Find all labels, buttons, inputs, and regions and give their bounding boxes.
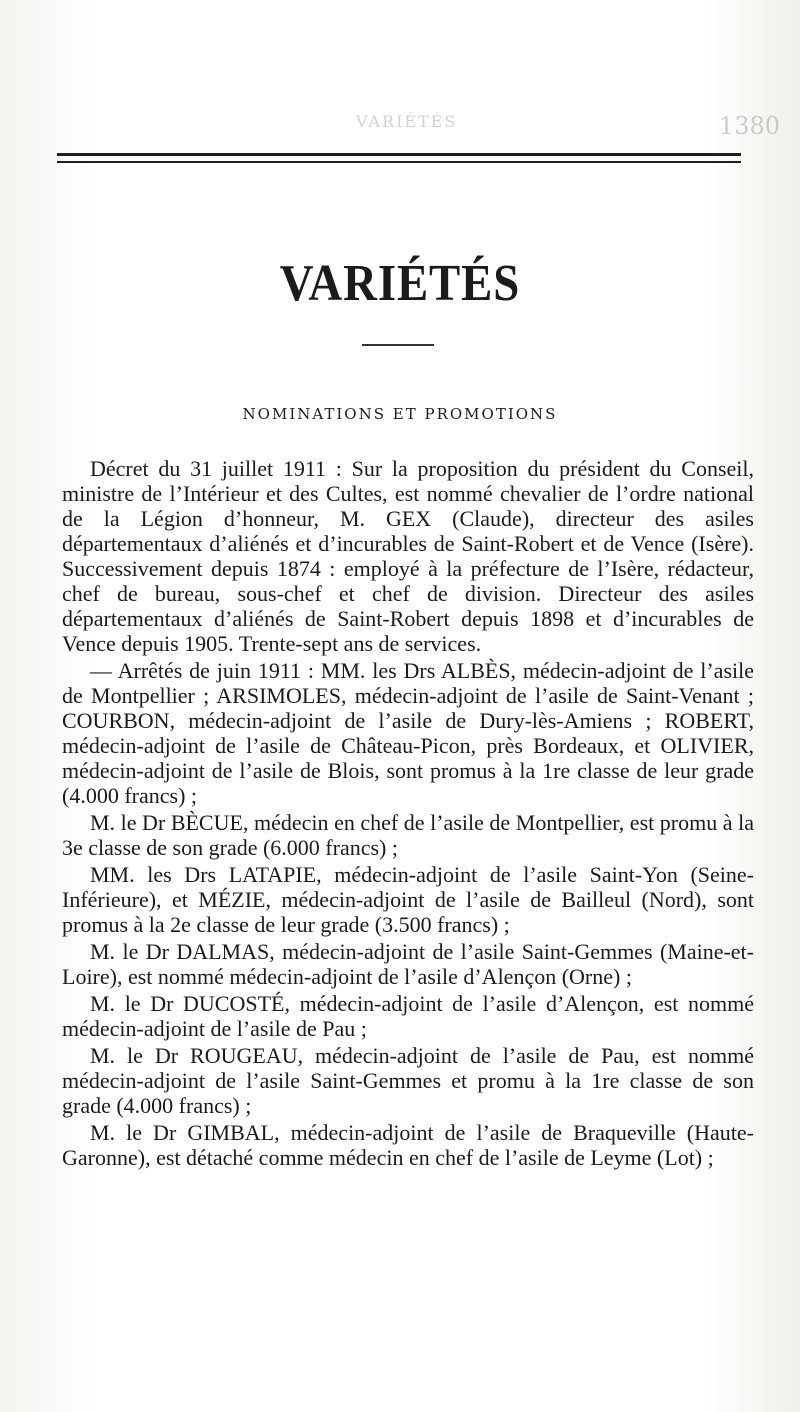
top-rule bbox=[57, 153, 741, 156]
document-body bbox=[62, 456, 754, 1170]
title-divider bbox=[362, 344, 434, 346]
running-header: VARIÉTÉS bbox=[356, 112, 458, 131]
paragraph-7: M. le Dr ROUGEAU, médecin-adjoint de l’asile de Pau, est nommé médecin-adjoint de l’asile Saint-Gemmes et promu à la 1re classe de son grade (4.000 francs) ; bbox=[62, 1043, 754, 1118]
top-rule-secondary bbox=[57, 161, 741, 163]
paragraph-2: — Arrêtés de juin 1911 : MM. les Drs ALBÈS, médecin-adjoint de l’asile de Montpellier ; ARSIMOLES, médecin-adjoint de l’asile de Saint-Venant ; COURBON, médecin-adjoint de l’asile de Dury-lès-Amiens ; ROBERT, médecin-adjoint de l’asile de Château-Picon, près Bordeaux, et OLIVIER, médecin-adjoint de l’asile de Blois, sont promus à la 1re classe de leur grade (4.000 francs) ; bbox=[62, 658, 754, 808]
page-number: 1380 bbox=[718, 112, 780, 140]
paragraph-6: M. le Dr DUCOSTÉ, médecin-adjoint de l’asile d’Alençon, est nommé médecin-adjoint de l’asile de Pau ; bbox=[62, 991, 754, 1041]
section-heading: NOMINATIONS ET PROMOTIONS bbox=[242, 405, 558, 423]
paragraph-1: Décret du 31 juillet 1911 : Sur la proposition du président du Conseil, ministre de l’Intérieur et des Cultes, est nommé chevalier de l’ordre national de la Légion d’honneur, M. GEX (Claude), directeur des asiles départementaux d’aliénés et d’incurables de Saint-Robert et de Vence (Isère). Successivement depuis 1874 : employé à la préfecture de l’Isère, rédacteur, chef de bureau, sous-chef et chef de division. Directeur des asiles départementaux d’aliénés de Saint-Robert depuis 1898 et d’incurables de Vence depuis 1905. Trente-sept ans de services. bbox=[62, 456, 754, 656]
paragraph-5: M. le Dr DALMAS, médecin-adjoint de l’asile Saint-Gemmes (Maine-et-Loire), est nommé médecin-adjoint de l’asile d’Alençon (Orne) ; bbox=[62, 939, 754, 989]
paragraph-8: M. le Dr GIMBAL, médecin-adjoint de l’asile de Braqueville (Haute-Garonne), est détaché comme médecin en chef de l’asile de Leyme (Lot) ; bbox=[62, 1120, 754, 1170]
paragraph-4: MM. les Drs LATAPIE, médecin-adjoint de l’asile Saint-Yon (Seine-Inférieure), et MÉZIE, médecin-adjoint de l’asile de Bailleul (Nord), sont promus à la 2e classe de leur grade (3.500 francs) ; bbox=[62, 862, 754, 937]
page-title: VARIÉTÉS bbox=[279, 255, 521, 312]
paragraph-3: M. le Dr BÈCUE, médecin en chef de l’asile de Montpellier, est promu à la 3e classe de son grade (6.000 francs) ; bbox=[62, 810, 754, 860]
